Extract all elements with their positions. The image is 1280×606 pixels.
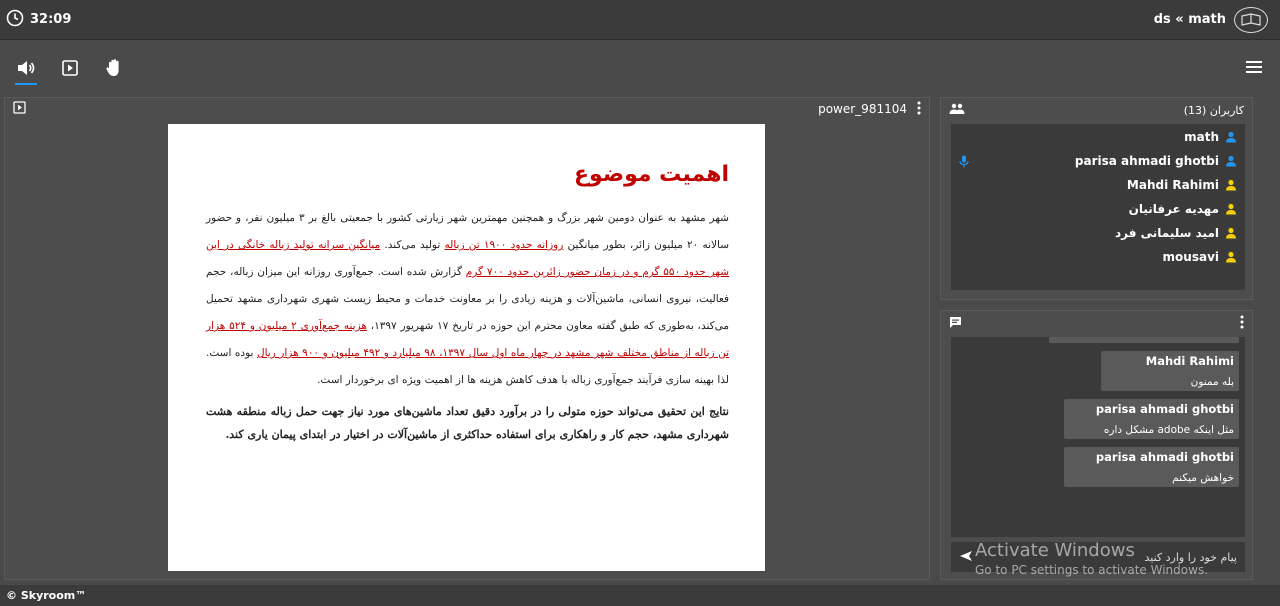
clock-icon <box>6 9 24 31</box>
user-name-wrap <box>1115 226 1237 240</box>
more-options-icon[interactable] <box>917 101 921 118</box>
user-icon <box>1225 227 1237 239</box>
watermark-title: Activate Windows <box>975 540 1135 561</box>
user-name-wrap <box>1163 250 1237 264</box>
room-name: ds « math <box>1153 12 1226 27</box>
chat-header <box>941 311 1252 335</box>
microphone-icon <box>959 155 969 168</box>
presentation-header <box>5 98 929 120</box>
chat-options-icon[interactable] <box>1240 314 1244 333</box>
chat-messages[interactable] <box>951 337 1245 537</box>
user-row[interactable] <box>951 198 1245 220</box>
user-name: mousavi <box>1162 250 1219 264</box>
user-name: Mahdi Rahimi <box>1126 178 1219 192</box>
chat-message-text: بله ممنون <box>1190 376 1234 388</box>
slide-paragraph-1: شهر مشهد به عنوان دومین شهر بزرگ و همچنین مهمترین شهر زیارتی کشور با جمعیتی بالغ بر ۳ میلیون نفر، و حضور سالانه ۲۰ میلیون زائر، بطور میانگین روزانه حدود ۱۹۰۰ تن زباله تولید می‌کند. میانگین سرانه تولید زباله خانگی در این شهر حدود ۵۵۰ گرم و در زمان حضور زائرین حدود ۷۰۰ گرم گزارش شده است. جمع‌آوری روزانه این میزان زباله، حجم فعالیت، نیروی انسانی، ماشین‌آلات و هزینه زیادی را بر معاونت خدمات و محیط زیست شهری شهرداری مشهد تحمیل می‌کند، به‌طوری که طبق گفته معاون محترم این حوزه در تاریخ ۱۷ شهریور ۱۳۹۷، هزینه جمع‌آوری ۲ میلیون و ۵۲۴ هزار تن زباله از مناطق مختلف شهر مشهد در چهار ماه اول سال ۱۳۹۷، ۹۸ میلیارد و ۴۹۲ میلیون و ۹۰۰ هزار ریال بوده است. لذا بهینه سازی فرآیند جمع‌آوری زباله با هدف کاهش هزینه ها از اهمیت ویژه ای برخوردار است. <box>206 212 730 386</box>
timer-text: 32:09 <box>30 12 72 27</box>
chat-icon <box>949 314 962 333</box>
user-icon <box>1225 251 1237 263</box>
chat-input-placeholder: پیام خود را وارد کنید <box>1144 550 1237 564</box>
user-name: parisa ahmadi ghotbi <box>1074 154 1219 168</box>
user-icon <box>1225 203 1237 215</box>
slide-heading: اهمیت موضوع <box>574 162 729 187</box>
session-timer <box>6 9 71 31</box>
chat-message <box>1101 351 1239 391</box>
skyroom-logo-icon <box>1234 7 1268 33</box>
title-bar <box>0 0 1280 40</box>
presentation-file-name: power_981104 <box>818 102 907 116</box>
users-header <box>941 98 1252 122</box>
chat-message <box>1064 447 1239 487</box>
user-row[interactable] <box>951 174 1245 196</box>
user-name: math <box>1184 130 1219 144</box>
chat-message <box>1064 399 1239 439</box>
chat-message-text: مثل اینکه adobe مشکل داره <box>1103 424 1234 436</box>
user-row[interactable] <box>951 150 1245 172</box>
room-title <box>1154 7 1268 33</box>
presentation-play-icon[interactable] <box>13 101 26 117</box>
menu-icon <box>1245 60 1263 74</box>
presentation-button[interactable] <box>56 54 84 82</box>
user-name: امید سلیمانی فرد <box>1114 226 1219 240</box>
chat-message-sender: Mahdi Rahimi <box>1145 354 1234 368</box>
chat-message-sender: parisa ahmadi ghotbi <box>1095 450 1234 464</box>
slide-paragraph-2: نتایج این تحقیق می‌تواند حوزه متولی را در برآورد دقیق تعداد ماشین‌های مورد نیاز جهت حمل زباله منطقه هشت شهرداری مشهد، حجم کار و راهکاری برای استفاده حداکثری از ماشین‌آلات در اختیار در ابتدای پیمان یاری کند. <box>206 405 729 441</box>
raise-hand-button[interactable] <box>100 54 128 82</box>
hand-icon <box>105 58 123 78</box>
user-name: مهدیه عرفانیان <box>1128 202 1219 216</box>
play-box-icon <box>61 59 79 77</box>
user-name-wrap <box>1127 178 1237 192</box>
send-icon[interactable] <box>959 550 973 565</box>
users-list[interactable] <box>951 124 1245 290</box>
activate-windows-watermark <box>975 540 1208 577</box>
user-icon <box>1225 155 1237 167</box>
slide-canvas <box>168 124 765 571</box>
hamburger-menu-button[interactable] <box>1240 53 1268 81</box>
user-icon <box>1225 179 1237 191</box>
chat-message-sender: parisa ahmadi ghotbi <box>1095 402 1234 416</box>
user-name-wrap <box>1184 130 1237 144</box>
users-group-icon <box>949 103 965 118</box>
speaker-button[interactable] <box>12 54 40 82</box>
user-row[interactable] <box>951 222 1245 244</box>
footer-brand: © Skyroom™ <box>6 589 87 602</box>
speaker-icon <box>16 59 36 77</box>
watermark-subtitle: Go to PC settings to activate Windows. <box>975 563 1209 577</box>
chat-message-text: خواهش میکنم <box>1172 472 1234 484</box>
footer <box>0 585 1280 606</box>
presentation-panel <box>4 97 930 580</box>
user-row[interactable] <box>951 246 1245 268</box>
toolbar <box>0 41 1280 94</box>
previous-message-fragment <box>1049 337 1239 343</box>
user-icon <box>1225 131 1237 143</box>
users-panel <box>940 97 1253 300</box>
user-row[interactable] <box>951 126 1245 148</box>
users-count-label: کاربران (13) <box>1183 103 1244 117</box>
user-name-wrap <box>1129 202 1237 216</box>
user-name-wrap <box>1075 154 1237 168</box>
